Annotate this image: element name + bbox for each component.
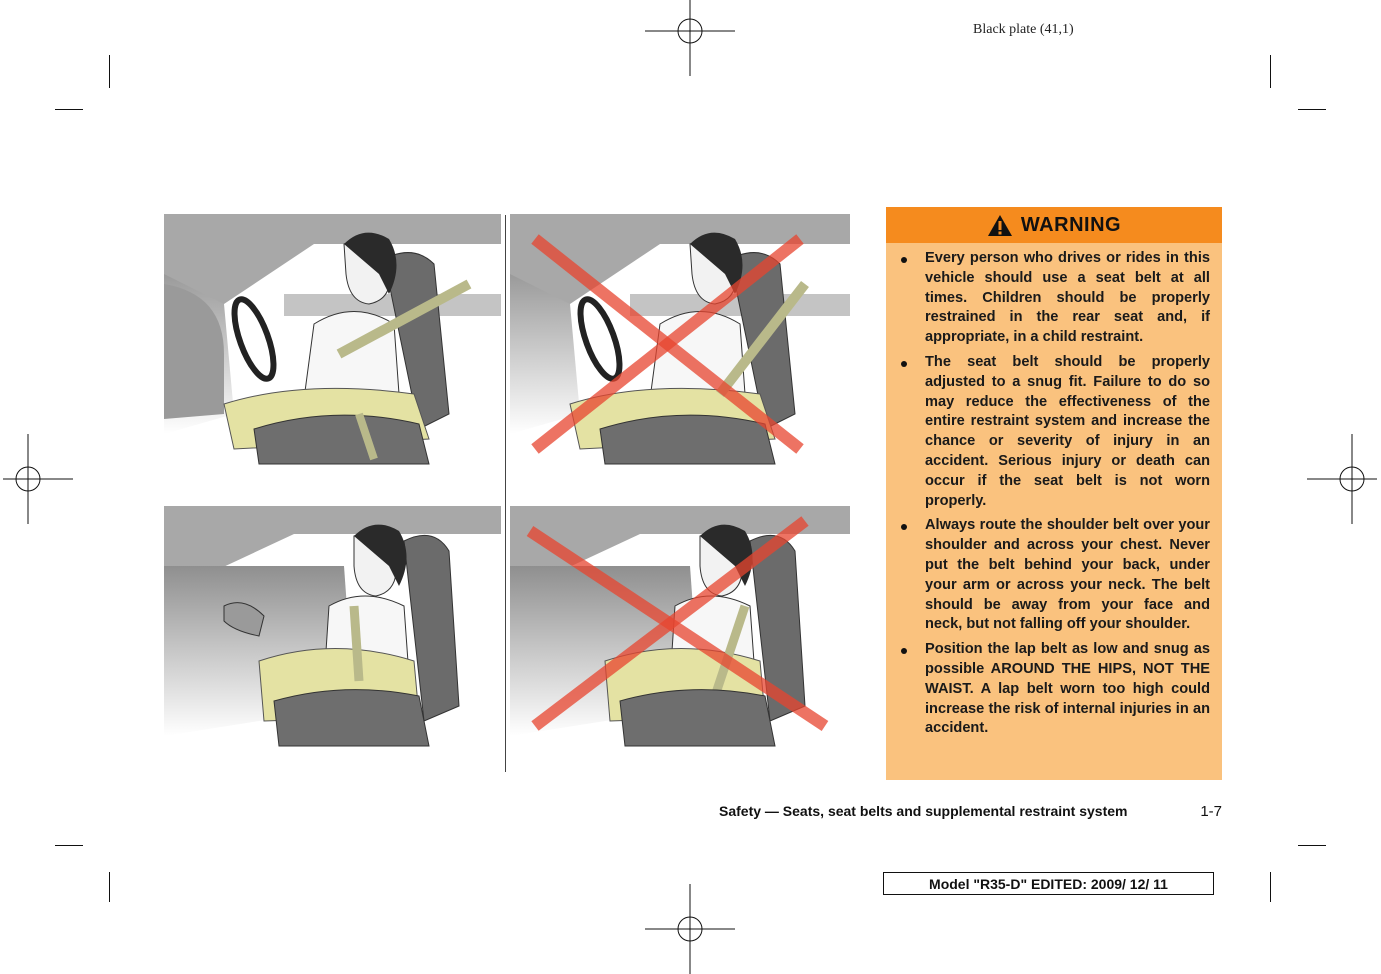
illustration-driver-incorrect [510, 214, 850, 482]
page-footer [719, 803, 1222, 820]
page-number: 1-7 [1200, 803, 1222, 820]
crop-mark [1298, 109, 1326, 110]
registration-mark-left [0, 434, 73, 524]
warning-box [886, 207, 1222, 780]
warning-list [886, 243, 1222, 739]
warning-item-text: Always route the shoulder belt over your shoulder and across your chest. Never put the belt behind your back, under your arm or across your neck. The belt should be away from your face and neck, but not falling off your shoulder. [925, 517, 1210, 633]
footer-section-title: Safety — Seats, seat belts and supplemental restraint system [719, 803, 1128, 819]
warning-item [898, 353, 1210, 511]
bullet-icon [900, 516, 908, 536]
warning-triangle-icon [987, 214, 1013, 237]
warning-item [898, 249, 1210, 348]
crop-mark [1298, 845, 1326, 846]
warning-item-text: Every person who drives or rides in this vehicle should use a seat belt at all times. Children should be properly restrained in the rear seat and, if appropriate, in a child restraint. [925, 250, 1210, 346]
crop-mark [55, 109, 83, 110]
crop-mark [1270, 872, 1271, 902]
crop-mark [109, 872, 110, 902]
registration-mark-right [1307, 434, 1381, 524]
warning-item [898, 640, 1210, 739]
registration-mark-top [645, 0, 735, 76]
registration-mark-bottom [645, 884, 735, 974]
warning-header [886, 207, 1222, 243]
warning-title: WARNING [1020, 213, 1122, 236]
warning-item [898, 516, 1210, 635]
bullet-icon [900, 353, 908, 373]
crop-mark [1270, 55, 1271, 88]
plate-label: Black plate (41,1) [973, 22, 1074, 37]
warning-item-text: The seat belt should be properly adjusted to a snug fit. Failure to do so may reduce the effectiveness of the entire restraint system and increase the chance or severity of injury in an accident. Serious injury or death can occur if the seat belt is not worn properly. [925, 353, 1210, 509]
bullet-icon [900, 249, 908, 269]
crop-mark [55, 845, 83, 846]
crop-mark [109, 55, 110, 88]
illustration-passenger-correct [164, 506, 501, 771]
warning-item-text: Position the lap belt as low and snug as possible AROUND THE HIPS, NOT THE WAIST. A lap belt worn too high could increase the risk of internal injuries in an accident. [925, 641, 1210, 737]
illustration-driver-correct [164, 214, 501, 482]
bullet-icon [900, 640, 908, 660]
model-edit-box: Model "R35-D" EDITED: 2009/ 12/ 11 [883, 872, 1214, 895]
illustration-passenger-incorrect [510, 506, 850, 771]
illustration-divider [505, 215, 506, 772]
